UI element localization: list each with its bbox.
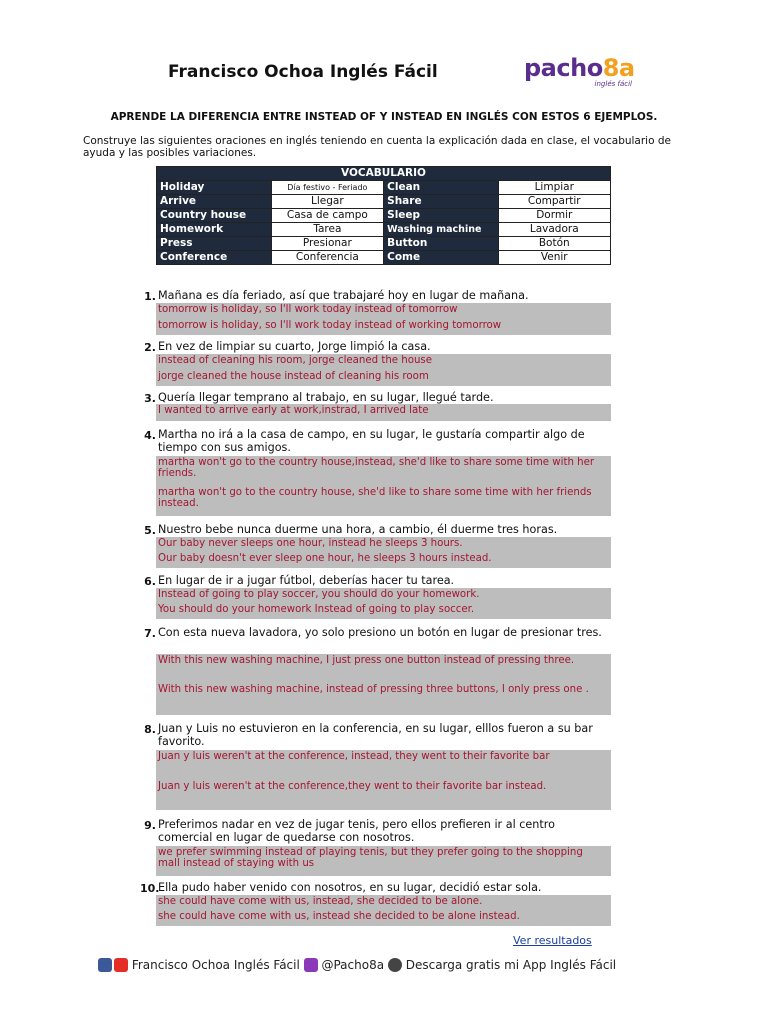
answer-line: instead of cleaning his room, jorge cleaned the house bbox=[158, 355, 433, 366]
answer-box bbox=[156, 588, 611, 619]
answer-box bbox=[156, 537, 611, 568]
answer-box bbox=[156, 895, 611, 926]
exercise-question: En vez de limpiar su cuarto, Jorge limpió la casa. bbox=[158, 340, 431, 353]
table-row: Homework Tarea Washing machine Lavadora bbox=[157, 223, 611, 237]
app-icon[interactable] bbox=[388, 958, 402, 972]
exercise-question: Mañana es día feriado, así que trabajaré hoy en lugar de mañana. bbox=[158, 289, 529, 302]
vocabulary-table bbox=[156, 166, 611, 265]
table-row: Press Presionar Button Botón bbox=[157, 237, 611, 251]
exercise-number: 1. bbox=[144, 290, 156, 303]
exercise-number: 8. bbox=[144, 723, 156, 736]
answer-line: we prefer swimming instead of playing tenis, but they prefer going to the shopping mall instead of staying with us bbox=[158, 847, 583, 869]
brand-logo: pacho8a inglés fácil bbox=[524, 54, 635, 88]
answer-line: Juan y luis weren't at the conference,they went to their favorite bar instead. bbox=[158, 781, 547, 792]
answer-line: I wanted to arrive early at work,instrad, I arrived late bbox=[158, 405, 429, 416]
answer-line: tomorrow is holiday, so I'll work today instead of tomorrow bbox=[158, 304, 458, 315]
answer-box bbox=[156, 354, 611, 386]
answer-line: tomorrow is holiday, so I'll work today instead of working tomorrow bbox=[158, 320, 502, 331]
exercise-question: Quería llegar temprano al trabajo, en su lugar, llegué tarde. bbox=[158, 391, 494, 404]
answer-line: martha won't go to the country house, she'd like to share some time with her friends instead. bbox=[158, 487, 592, 509]
exercise-number: 9. bbox=[144, 819, 156, 832]
answer-line: Juan y luis weren't at the conference, instead, they went to their favorite bar bbox=[158, 751, 550, 762]
answer-line: With this new washing machine, instead of pressing three buttons, I only press one . bbox=[158, 684, 589, 695]
exercise-number: 10. bbox=[140, 882, 160, 895]
exercise-question: Con esta nueva lavadora, yo solo presiono un botón en lugar de presionar tres. bbox=[158, 626, 602, 639]
footer-handle: @Pacho8a bbox=[321, 958, 385, 972]
answer-box bbox=[156, 404, 611, 421]
facebook-icon[interactable] bbox=[98, 958, 112, 972]
view-results-link[interactable]: Ver resultados bbox=[513, 934, 592, 947]
footer-app-text: Descarga gratis mi App Inglés Fácil bbox=[405, 958, 617, 972]
answer-line: martha won't go to the country house,instead, she'd like to share some time with her friends. bbox=[158, 457, 595, 479]
answer-box bbox=[156, 303, 611, 335]
page-title: Francisco Ochoa Inglés Fácil bbox=[168, 62, 438, 82]
exercise-number: 6. bbox=[144, 575, 156, 588]
exercise-number: 2. bbox=[144, 341, 156, 354]
exercise-number: 4. bbox=[144, 429, 156, 442]
exercise-question: Preferimos nadar en vez de jugar tenis, pero ellos prefieren ir al centro comercial en lugar de quedarse con nosotros. bbox=[158, 818, 555, 844]
vocabulary-header: VOCABULARIO bbox=[157, 167, 611, 181]
exercise-question: Martha no irá a la casa de campo, en su lugar, le gustaría compartir algo de tiempo con sus amigos. bbox=[158, 428, 585, 454]
exercise-question: En lugar de ir a jugar fútbol, deberías hacer tu tarea. bbox=[158, 574, 455, 587]
answer-line: Our baby doesn't ever sleep one hour, he sleeps 3 hours instead. bbox=[158, 553, 492, 564]
document-heading: APRENDE LA DIFERENCIA ENTRE INSTEAD OF Y INSTEAD EN INGLÉS CON ESTOS 6 EJEMPLOS. bbox=[110, 111, 658, 123]
youtube-icon[interactable] bbox=[114, 958, 128, 972]
exercise-question: Ella pudo haber venido con nosotros, en su lugar, decidió estar sola. bbox=[158, 881, 542, 894]
exercise-number: 3. bbox=[144, 392, 156, 405]
footer-social-bar bbox=[98, 958, 678, 972]
instagram-icon[interactable] bbox=[304, 958, 318, 972]
answer-box bbox=[156, 456, 611, 516]
exercise-question: Juan y Luis no estuvieron en la conferencia, en su lugar, elllos fueron a su bar favorito. bbox=[158, 722, 593, 748]
answer-line: With this new washing machine, I just press one button instead of pressing three. bbox=[158, 655, 575, 666]
exercise-number: 7. bbox=[144, 627, 156, 640]
answer-line: Our baby never sleeps one hour, instead he sleeps 3 hours. bbox=[158, 538, 463, 549]
answer-box bbox=[156, 654, 611, 715]
table-row: Country house Casa de campo Sleep Dormir bbox=[157, 209, 611, 223]
table-row: Arrive Llegar Share Compartir bbox=[157, 195, 611, 209]
answer-box bbox=[156, 750, 611, 810]
answer-line: jorge cleaned the house instead of cleaning his room bbox=[158, 371, 429, 382]
answer-line: You should do your homework Instead of going to play soccer. bbox=[158, 604, 475, 615]
footer-name: Francisco Ochoa Inglés Fácil bbox=[131, 958, 300, 972]
exercise-question: Nuestro bebe nunca duerme una hora, a cambio, él duerme tres horas. bbox=[158, 523, 558, 536]
exercise-number: 5. bbox=[144, 524, 156, 537]
answer-line: Instead of going to play soccer, you should do your homework. bbox=[158, 589, 480, 600]
table-row: Holiday Día festivo - Feriado Clean Limpiar bbox=[157, 181, 611, 195]
answer-line: she could have come with us, instead she decided to be alone instead. bbox=[158, 911, 520, 922]
table-row: Conference Conferencia Come Venir bbox=[157, 251, 611, 265]
answer-box bbox=[156, 846, 611, 876]
answer-line: she could have come with us, instead, she decided to be alone. bbox=[158, 896, 483, 907]
instructions: Construye las siguientes oraciones en inglés teniendo en cuenta la explicación dada en clase, el vocabulario de ayuda y las posibles variaciones. bbox=[83, 135, 671, 159]
